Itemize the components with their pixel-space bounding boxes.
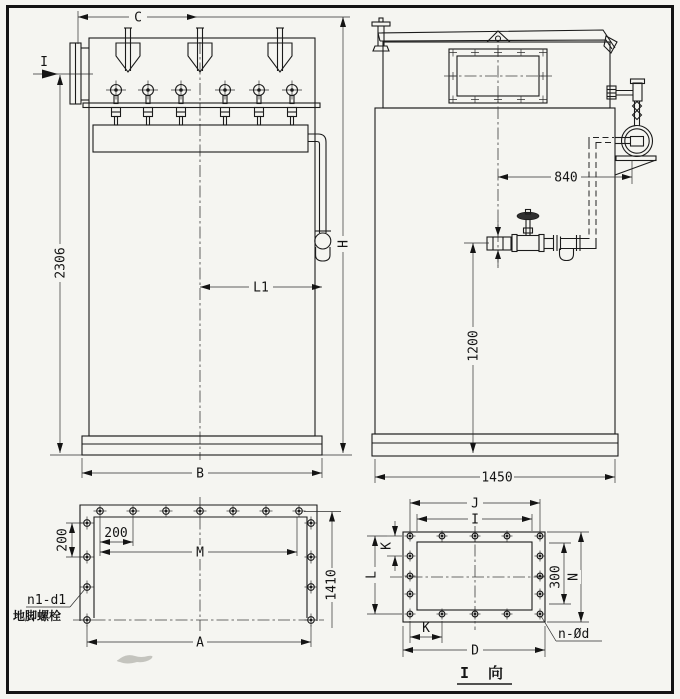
dim-c-label: C [134,10,142,26]
access-door [444,45,552,107]
dim-n-label [565,570,582,584]
dim-b-label: B [196,466,204,482]
dim-1450-label: 1450 [481,470,513,486]
dim-i-label: I [471,512,479,528]
section-marker-i: I [40,55,48,70]
pressure-gauge-assembly [607,79,656,175]
dim-l1-label: L1 [253,280,269,296]
anchor-bolt-label: 地脚螺栓 [13,609,62,623]
gauge-dial [622,126,653,157]
svg-text:N: N [566,573,582,581]
pulse-valve-piping [487,210,596,261]
dim-2306-label [52,244,69,282]
view-title: I 向 [459,664,509,682]
foundation-plan [13,497,341,664]
inlet-flange-view [363,496,602,684]
dim-200v-label [56,528,71,551]
svg-text:200: 200 [55,528,71,552]
dim-k-side-label [380,542,395,550]
svg-text:1410: 1410 [324,569,340,601]
svg-text:2306: 2306 [53,247,69,279]
vent-cap [372,22,390,26]
side-view [372,18,656,486]
dim-1200-label [465,327,482,365]
valve-handwheel [517,212,539,220]
dim-a-label: A [196,635,204,651]
sheet-border [8,7,673,693]
dim-840-label: 840 [554,170,578,186]
dim-l-label [363,567,380,583]
dim-300-label [547,562,564,592]
svg-text:H: H [336,240,352,248]
dim-d-label: D [471,643,479,659]
dim-j-label: J [471,496,479,512]
svg-text:L: L [364,571,380,579]
dim-h-label [335,236,352,252]
anchor-bolt-code: n1-d1 [27,593,67,608]
dim-1410-label [323,568,340,602]
dim-200h-label: 200 [104,526,128,541]
anchor-bolts [81,505,318,627]
svg-text:300: 300 [548,565,564,589]
svg-text:1200: 1200 [466,330,482,362]
bolt-holes-code: n-Ød [558,627,590,642]
svg-text:K: K [379,542,395,550]
scan-smudge [117,655,153,663]
front-view [33,10,352,482]
dim-k-bottom-label: K [422,621,430,636]
dim-m-label: M [196,545,204,561]
